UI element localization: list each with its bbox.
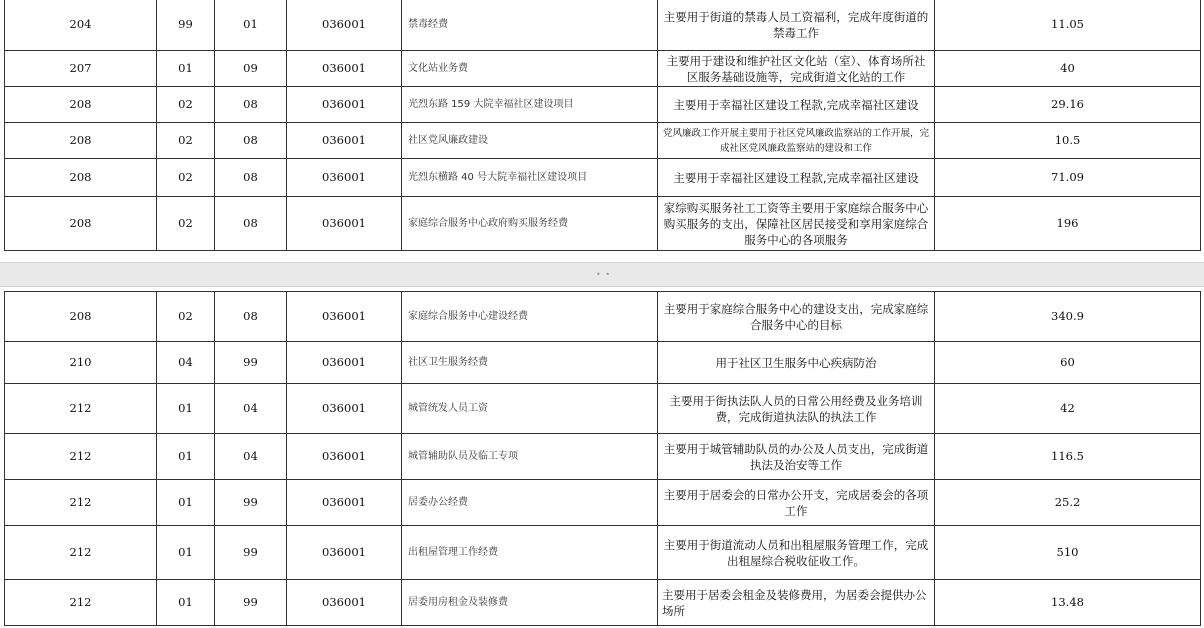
amount-cell: 10.5 — [935, 123, 1201, 159]
item-code-cell: 08 — [215, 292, 287, 342]
project-description-cell: 主要用于城管辅助队员的办公及人员支出，完成街道执法及治安等工作 — [658, 434, 935, 480]
project-description-cell: 主要用于建设和维护社区文化站（室）、体育场所社区服务基础设施等，完成街道文化站的工作 — [658, 51, 935, 87]
amount-cell: 340.9 — [935, 292, 1201, 342]
section-code-cell: 01 — [157, 526, 215, 580]
project-description-cell: 主要用于幸福社区建设工程款,完成幸福社区建设 — [658, 87, 935, 123]
class-code-cell: 208 — [5, 159, 157, 197]
page-bottom — [0, 287, 1204, 628]
item-code-cell: 08 — [215, 87, 287, 123]
item-code-cell: 99 — [215, 526, 287, 580]
amount-cell: 42 — [935, 384, 1201, 434]
class-code-cell: 210 — [5, 342, 157, 384]
project-description-cell: 主要用于家庭综合服务中心的建设支出，完成家庭综合服务中心的目标 — [658, 292, 935, 342]
project-name-cell: 家庭综合服务中心政府购买服务经费 — [402, 197, 658, 251]
item-code-cell: 01 — [215, 0, 287, 51]
table-row — [5, 87, 1201, 123]
amount-cell: 25.2 — [935, 480, 1201, 526]
project-name-cell: 社区卫生服务经费 — [402, 342, 658, 384]
unit-code-cell: 036001 — [287, 580, 402, 626]
unit-code-cell: 036001 — [287, 123, 402, 159]
section-code-cell: 01 — [157, 580, 215, 626]
project-name-cell: 禁毒经费 — [402, 0, 658, 51]
class-code-cell: 212 — [5, 526, 157, 580]
project-name-cell: 城管统发人员工资 — [402, 384, 658, 434]
project-description-cell: 主要用于居委会租金及装修费用，为居委会提供办公场所 — [658, 580, 935, 626]
project-name-cell: 光烈东横路 40 号大院幸福社区建设项目 — [402, 159, 658, 197]
item-code-cell: 99 — [215, 580, 287, 626]
section-code-cell: 01 — [157, 480, 215, 526]
project-name-cell: 居委用房租金及装修费 — [402, 580, 658, 626]
table-row — [5, 342, 1201, 384]
amount-cell: 40 — [935, 51, 1201, 87]
section-code-cell: 02 — [157, 159, 215, 197]
class-code-cell: 208 — [5, 292, 157, 342]
section-code-cell: 99 — [157, 0, 215, 51]
unit-code-cell: 036001 — [287, 51, 402, 87]
class-code-cell: 212 — [5, 480, 157, 526]
project-description-cell: 主要用于街道流动人员和出租屋服务管理工作，完成出租屋综合税收征收工作。 — [658, 526, 935, 580]
unit-code-cell: 036001 — [287, 384, 402, 434]
amount-cell: 196 — [935, 197, 1201, 251]
class-code-cell: 204 — [5, 0, 157, 51]
amount-cell: 510 — [935, 526, 1201, 580]
unit-code-cell: 036001 — [287, 0, 402, 51]
item-code-cell: 04 — [215, 384, 287, 434]
project-description-cell: 用于社区卫生服务中心疾病防治 — [658, 342, 935, 384]
class-code-cell: 208 — [5, 123, 157, 159]
project-name-cell: 光烈东路 159 大院幸福社区建设项目 — [402, 87, 658, 123]
amount-cell: 29.16 — [935, 87, 1201, 123]
unit-code-cell: 036001 — [287, 526, 402, 580]
class-code-cell: 212 — [5, 434, 157, 480]
section-code-cell: 02 — [157, 292, 215, 342]
unit-code-cell: 036001 — [287, 197, 402, 251]
section-code-cell: 01 — [157, 434, 215, 480]
unit-code-cell: 036001 — [287, 480, 402, 526]
table-row — [5, 123, 1201, 159]
section-code-cell: 02 — [157, 197, 215, 251]
class-code-cell: 212 — [5, 580, 157, 626]
amount-cell: 13.48 — [935, 580, 1201, 626]
amount-cell: 116.5 — [935, 434, 1201, 480]
project-name-cell: 城管辅助队员及临工专项 — [402, 434, 658, 480]
item-code-cell: 08 — [215, 197, 287, 251]
item-code-cell: 99 — [215, 480, 287, 526]
unit-code-cell: 036001 — [287, 434, 402, 480]
project-name-cell: 社区党风廉政建设 — [402, 123, 658, 159]
project-name-cell: 出租屋管理工作经费 — [402, 526, 658, 580]
project-name-cell: 居委办公经费 — [402, 480, 658, 526]
page-break-handle-icon: • • — [596, 270, 611, 279]
amount-cell: 11.05 — [935, 0, 1201, 51]
project-description-cell: 主要用于街道的禁毒人员工资福利，完成年度街道的禁毒工作 — [658, 0, 935, 51]
project-description-cell: 主要用于居委会的日常办公开支，完成居委会的各项工作 — [658, 480, 935, 526]
item-code-cell: 09 — [215, 51, 287, 87]
budget-table-top — [4, 0, 1201, 251]
page-break — [0, 262, 1204, 287]
section-code-cell: 04 — [157, 342, 215, 384]
section-code-cell: 02 — [157, 123, 215, 159]
table-row — [5, 480, 1201, 526]
table-row — [5, 526, 1201, 580]
project-name-cell: 家庭综合服务中心建设经费 — [402, 292, 658, 342]
unit-code-cell: 036001 — [287, 87, 402, 123]
class-code-cell: 208 — [5, 197, 157, 251]
class-code-cell: 212 — [5, 384, 157, 434]
amount-cell: 60 — [935, 342, 1201, 384]
unit-code-cell: 036001 — [287, 342, 402, 384]
project-description-cell: 家综购买服务社工工资等主要用于家庭综合服务中心购买服务的支出，保障社区居民接受和享用家庭综合服务中心的各项服务 — [658, 197, 935, 251]
section-code-cell: 01 — [157, 384, 215, 434]
table-row — [5, 197, 1201, 251]
item-code-cell: 04 — [215, 434, 287, 480]
budget-table-bottom — [4, 291, 1201, 626]
table-row — [5, 384, 1201, 434]
table-row — [5, 434, 1201, 480]
section-code-cell: 02 — [157, 87, 215, 123]
amount-cell: 71.09 — [935, 159, 1201, 197]
unit-code-cell: 036001 — [287, 292, 402, 342]
class-code-cell: 208 — [5, 87, 157, 123]
table-row — [5, 159, 1201, 197]
table-row — [5, 51, 1201, 87]
item-code-cell: 08 — [215, 123, 287, 159]
table-row — [5, 580, 1201, 626]
project-description-cell: 党风廉政工作开展主要用于社区党风廉政监察站的工作开展，完成社区党风廉政监察站的建设和工作 — [658, 123, 935, 159]
project-description-cell: 主要用于幸福社区建设工程款,完成幸福社区建设 — [658, 159, 935, 197]
table-row — [5, 0, 1201, 51]
project-name-cell: 文化站业务费 — [402, 51, 658, 87]
item-code-cell: 99 — [215, 342, 287, 384]
table-row — [5, 292, 1201, 342]
unit-code-cell: 036001 — [287, 159, 402, 197]
project-description-cell: 主要用于街执法队人员的日常公用经费及业务培训费，完成街道执法队的执法工作 — [658, 384, 935, 434]
page-top — [0, 0, 1204, 262]
item-code-cell: 08 — [215, 159, 287, 197]
section-code-cell: 01 — [157, 51, 215, 87]
class-code-cell: 207 — [5, 51, 157, 87]
